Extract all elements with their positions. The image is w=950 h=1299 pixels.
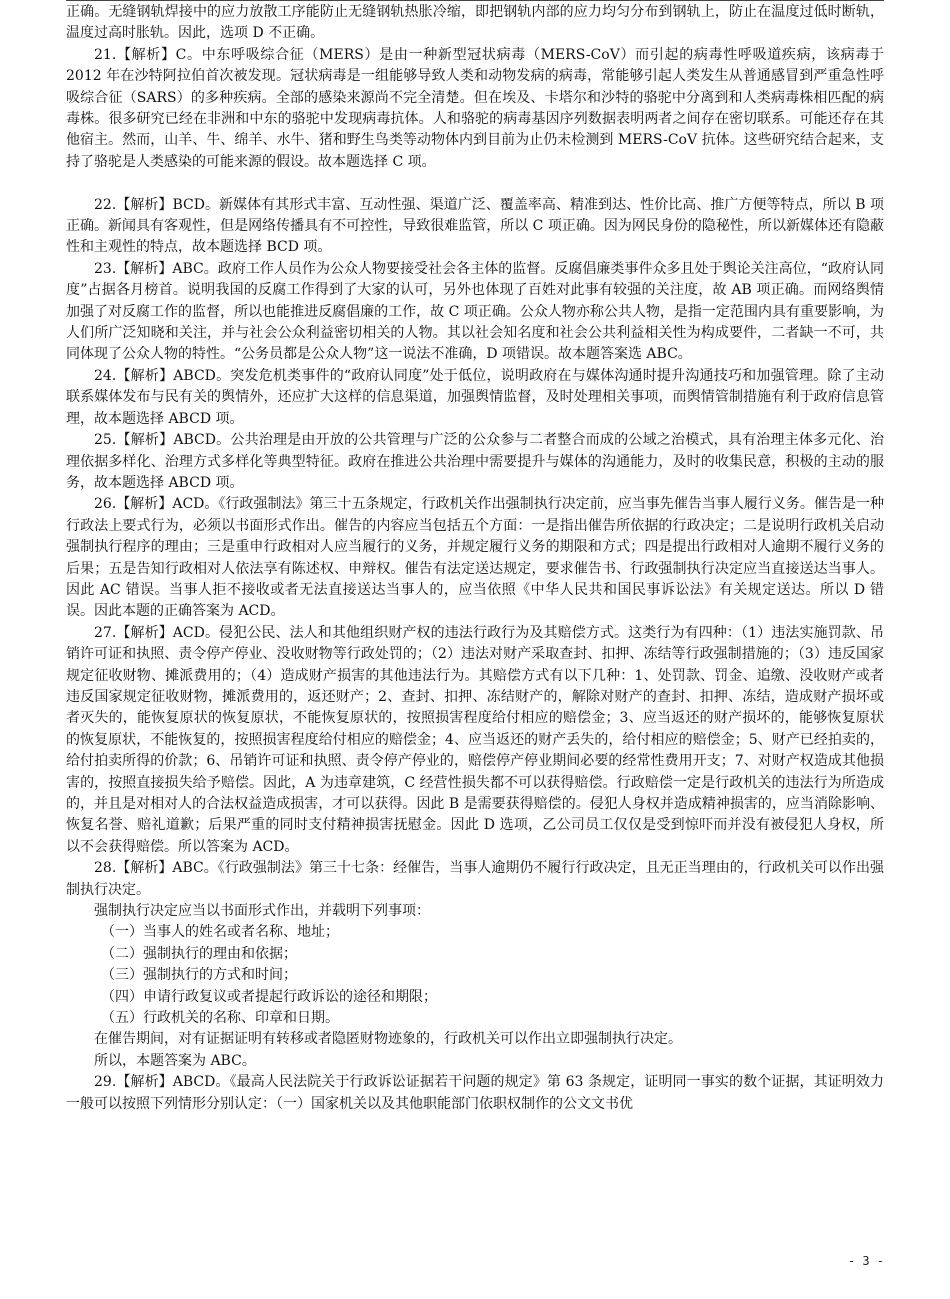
answer-28-note: 在催告期间，对有证据证明有转移或者隐匿财物迹象的，行政机关可以作出立即强制执行决定。 (94, 1031, 682, 1048)
list-item-2: （二）强制执行的理由和依据； (101, 945, 297, 962)
answer-25: 25.【解析】ABCD。公共治理是由开放的公共管理与广泛的公众参与二者整合而成的公域之治模式，具有治理主体多元化、治理依据多样化、治理方式多样化等典型特征。政府在推进公共治理中需要提升与媒体的沟通能力，及时的收集民意，积极的主动的服务，故本题选择 ABCD 项。 (66, 432, 884, 491)
answer-21: 21.【解析】C。中东呼吸综合征（MERS）是由一种新型冠状病毒（MERS-CoV）而引起的病毒性呼吸道疾病，该病毒于 2012 年在沙特阿拉伯首次被发现。冠状病毒是一组能够导致人类和动物发病的病毒，常能够引起人类发生从普通感冒到严重急性呼吸综合征（SARS）的多种疾病。全部的感染来源尚不完全清楚。但在埃及、卡塔尔和沙特的骆驼中分离到和人类病毒株相匹配的病毒株。很多研究已经在非洲和中东的骆驼中发现病毒抗体。人和骆驼的病毒基因序列数据表明两者之间存在密切联系。可能还存在其他宿主。然而，山羊、牛、绵羊、水牛、猪和野生鸟类等动物体内到目前为止仍未检测到 MERS-CoV 抗体。这些研究结合起来，支持了骆驼是人类感染的可能来源的假设。故本题选择 C 项。 (66, 46, 884, 170)
blank-line (66, 173, 884, 194)
answer-26: 26.【解析】ACD。《行政强制法》第三十五条规定，行政机关作出强制执行决定前，应当事先催告当事人履行义务。催告是一种行政法上要式行为，必须以书面形式作出。催告的内容应当包括五个方面：一是指出催告所依据的行政决定；二是说明行政机关启动强制执行程序的理由；三是重申行政相对人应当履行的义务，并规定履行义务的期限和方式；四是提出行政相对人逾期不履行义务的后果；五是告知行政相对人依法享有陈述权、申辩权。催告有法定送达规定，要求催告书、行政强制执行决定应当直接送达当事人。因此 AC 错误。当事人拒不接收或者无法直接送达当事人的，应当依照《中华人民共和国民事诉讼法》有关规定送达。所以 D 错误。因此本题的正确答案为 ACD。 (66, 496, 884, 620)
top-rule (66, 0, 884, 1)
answer-29: 29.【解析】ABCD。《最高人民法院关于行政诉讼证据若干问题的规定》第 63 条规定，证明同一事实的数个证据，其证明效力一般可以按照下列情形分别认定：（一）国家机关以及其他职能部门依职权制作的公文文书优 (66, 1074, 884, 1112)
answer-22: 22.【解析】BCD。新媒体有其形式丰富、互动性强、渠道广泛、覆盖率高、精准到达、性价比高、推广方便等特点，所以 B 项正确。新闻具有客观性，但是网络传播具有不可控性，导致很难监管，所以 C 项正确。因为网民身份的隐秘性，所以新媒体还有隐蔽性和主观性的特点，故本题选择 BCD 项。 (66, 196, 884, 256)
answer-24: 24.【解析】ABCD。突发危机类事件的“政府认同度”处于低位，说明政府在与媒体沟通时提升沟通技巧和加强管理。除了主动联系媒体发布与民有关的舆情外，还应扩大这样的信息渠道，加强舆情监督，及时处理相关事项，而舆情管制措施有利于政府信息管理，故本题选择 ABCD 项。 (66, 367, 884, 427)
answer-28: 28.【解析】ABC。《行政强制法》第三十七条：经催告，当事人逾期仍不履行行政决定，且无正当理由的，行政机关可以作出强制执行决定。 (66, 860, 884, 898)
list-item-1: （一）当事人的姓名或者名称、地址； (101, 924, 339, 941)
page-number: - 3 - (847, 1254, 884, 1268)
list-item-5: （五）行政机关的名称、印章和日期。 (101, 1010, 339, 1027)
list-item-3: （三）强制执行的方式和时间； (101, 967, 297, 984)
document-body (66, 2, 884, 1115)
list-item-4: （四）申请行政复议或者提起行政诉讼的途径和期限； (101, 988, 437, 1005)
answer-23: 23.【解析】ABC。政府工作人员作为公众人物要接受社会各主体的监督。反腐倡廉类事件众多且处于舆论关注高位，“政府认同度”占据各月榜首。说明我国的反腐工作得到了大家的认可，另外也体现了百姓对此事有较强的关注度，故 AB 项正确。而网络舆情加强了对反腐工作的监督，所以也能推进反腐倡廉的工作，故 C 项正确。公众人物亦称公共人物，是指一定范围内具有重要影响，为人们所广泛知晓和关注，并与社会公众利益密切相关的人物。其以社会知名度和社会公共利益相关性为构成要件，二者缺一不可，共同体现了公众人物的特性。“公务员都是公众人物”这一说法不准确，D 项错误。故本题答案选 ABC。 (66, 260, 884, 363)
answer-28-conclusion: 所以，本题答案为 ABC。 (94, 1052, 256, 1069)
paragraph-continuation: 正确。无缝钢轨焊接中的应力放散工序能防止无缝钢轨热胀冷缩，即把钢轨内部的应力均匀分布到钢轨上，防止在温度过低时断轨，温度过高时胀轨。因此，选项 D 不正确。 (66, 4, 884, 42)
answer-28-intro: 强制执行决定应当以书面形式作出，并载明下列事项： (94, 903, 430, 920)
answer-27: 27.【解析】ACD。侵犯公民、法人和其他组织财产权的违法行政行为及其赔偿方式。这类行为有四种：（1）违法实施罚款、吊销许可证和执照、责令停产停业、没收财物等行政处罚的；（2）违法对财产采取查封、扣押、冻结等行政强制措施的；（3）违反国家规定征收财物、摊派费用的；（4）造成财产损害的其他违法行为。其赔偿方式有以下几种：1、处罚款、罚金、追缴、没收财产或者违反国家规定征收财物，摊派费用的，返还财产；2、查封、扣押、冻结财产的，解除对财产的查封、扣押、冻结，造成财产损坏或者灭失的，能恢复原状的恢复原状，不能恢复原状的，按照损害程度给付相应的赔偿金；3、应当返还的财产损坏的，能够恢复原状的恢复原状，不能恢复的，按照损害程度给付相应的赔偿金；4、应当返还的财产丢失的，给付相应的赔偿金；5、财产已经拍卖的，给付拍卖所得的价款；6、吊销许可证和执照、责令停产停业的，赔偿停产停业期间必要的经常性费用开支；7、对财产权造成其他损害的，按照直接损失给予赔偿。因此，A 为违章建筑，C 经营性损失都不可以获得赔偿。行政赔偿一定是行政机关的违法行为所造成的，并且是对相对人的合法权益造成损害，才可以获得。因此 B 是需要获得赔偿的。侵犯人身权并造成精神损害的，应当消除影响、恢复名誉、赔礼道歉；后果严重的同时支付精神损害抚慰金。因此 D 选项，乙公司员工仅仅是受到惊吓而并没有被侵犯人身权，所以不会获得赔偿。所以答案为 ACD。 (66, 624, 884, 855)
